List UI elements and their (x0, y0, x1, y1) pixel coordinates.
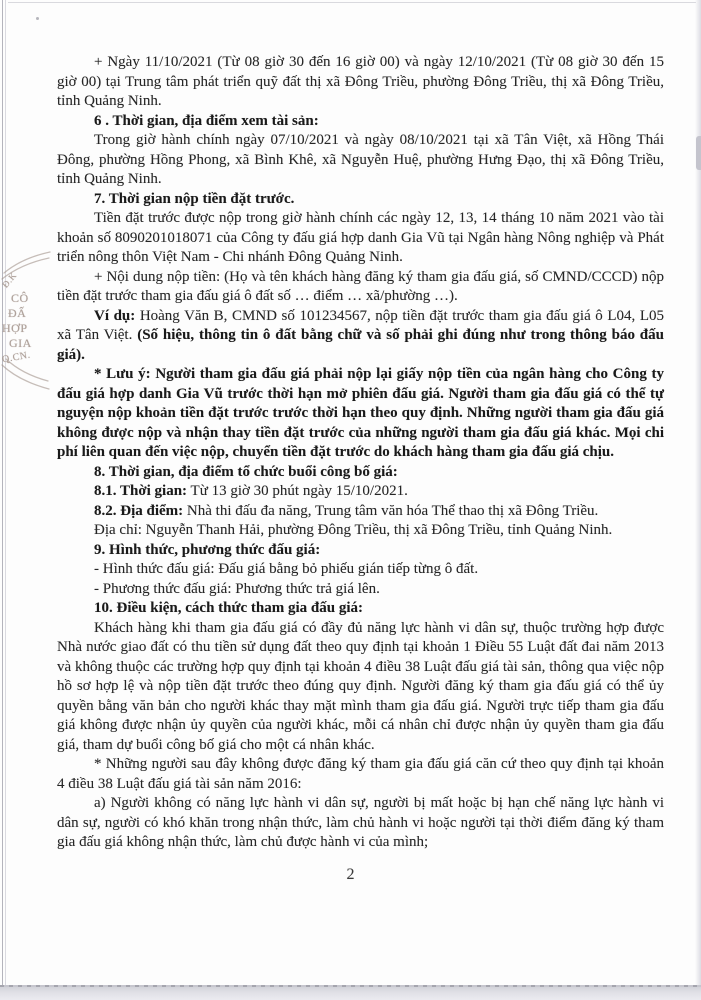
section-8-1-time-line (57, 482, 664, 502)
section-7-example-paragraph (57, 307, 664, 366)
section-9-method-line (57, 580, 664, 600)
section-10-excluded-intro-paragraph (57, 755, 664, 794)
section-7-deposit-paragraph (57, 209, 664, 268)
text-run: - Hình thức đấu giá: Đấu giá bằng bỏ phiếu gián tiếp từng ô đất. (94, 561, 479, 577)
schedule-continuation-paragraph (57, 53, 664, 112)
bold-text-run: Ví dụ: (94, 307, 136, 324)
text-run: Khách hàng khi tham gia đấu giá có đầy đủ năng lực hành vi dân sự, thuộc trường hợp được Nhà nước giao đất có thu tiền sử dụng đất theo quy định tại khoản 1 Điều 55 Luật đất đai năm 2013 và không thuộc các trường hợp quy định tại khoản 4 điều 38 Luật đấu giá tài sản, thông qua việc nộp hồ sơ hợp lệ và nộp tiền đặt trước theo đúng quy định. Người đăng ký tham gia đấu giá có thể ủy quyền bằng văn bản cho người khác thay mặt mình tham gia đấu giá. Người trực tiếp tham gia đấu giá không được nhận ủy quyền của người khác, mỗi cá nhân chỉ được nhận ủy quyền tham gia đấu giá, tham dự buổi công bố giá cho một cá nhân khác. (57, 619, 664, 753)
page-number: 2 (346, 866, 355, 883)
text-run: Tiền đặt trước được nộp trong giờ hành chính các ngày 12, 13, 14 tháng 10 năm 2021 vào tài khoản số 8090201018071 của Công ty đấu giá hợp danh Gia Vũ tại Ngân hàng Nông nghiệp và Phát triển nông thôn Việt Nam - Chi nhánh Đông Quảng Ninh. (57, 210, 664, 265)
text-run: Địa chỉ: Nguyễn Thanh Hải, phường Đông Triều, thị xã Đông Triều, tỉnh Quảng Ninh. (94, 522, 613, 538)
scan-smudge (696, 136, 701, 170)
bold-text-run: 8. Thời gian, địa điểm tổ chức buổi công bố giá: (94, 463, 398, 480)
section-6-paragraph (57, 131, 664, 190)
section-6-heading (57, 112, 664, 132)
section-7-note-paragraph (57, 365, 664, 463)
scan-speck (36, 17, 39, 20)
section-9-heading (57, 541, 664, 561)
stamp-text-fragment: Q.CN. (1, 349, 32, 366)
section-7-payment-content-paragraph (57, 268, 664, 307)
stamp-text-fragment: HỢP (2, 321, 28, 335)
document-body (57, 53, 664, 853)
bold-text-run: 10. Điều kiện, cách thức tham gia đấu giá: (94, 600, 364, 616)
bold-text-run: (Số hiệu, thông tin ô đất bằng chữ và số phải ghi đúng như trong thông báo đấu giá). (57, 327, 664, 363)
section-8-address-line (57, 521, 664, 541)
text-run: a) Người không có năng lực hành vi dân sự, người bị mất hoặc bị hạn chế năng lực hành vi dân sự, người có khó khăn trong nhận thức, làm chủ hành vi hoặc người tại thời điểm đăng ký tham gia đấu giá không nhận thức, làm chủ được hành vi của mình; (57, 795, 664, 850)
bold-text-run: 6 . Thời gian, địa điểm xem tài sản: (94, 112, 319, 129)
text-run: Từ 13 giờ 30 phút ngày 15/10/2021. (187, 483, 408, 499)
bold-text-run: 7. Thời gian nộp tiền đặt trước. (94, 190, 295, 207)
bold-text-run: 8.1. Thời gian: (94, 483, 188, 499)
bold-text-run: 9. Hình thức, phương thức đấu giá: (94, 541, 321, 558)
bold-text-run: 8.2. Địa điểm: (94, 502, 184, 519)
page-left-edge-inner (5, 0, 6, 986)
text-run: + Ngày 11/10/2021 (Từ 08 giờ 30 đến 16 giờ 00) và ngày 12/10/2021 (Từ 08 giờ 30 đến 15 giờ 00) tại Trung tâm phát triển quỹ đất thị xã Đông Triều, phường Đông Triều, thị xã Đông Triều, tỉnh Quảng Ninh. (57, 54, 664, 109)
stamp-text-fragment: GIA (9, 336, 32, 350)
section-8-heading (57, 463, 664, 483)
section-7-heading (57, 190, 664, 210)
stamp-text-fragment: Đ.K (0, 270, 19, 290)
bold-text-run: * Lưu ý: Người tham gia đấu giá phải nộp lại giấy nộp tiền của ngân hàng cho Công ty đấu giá hợp danh Gia Vũ trước thời hạn mở phiên đấu giá. Người tham gia đấu giá có thể tự nguyện nộp khoản tiền đặt trước trước thời hạn theo quy định. Những người tham gia đấu giá không được nộp và nhận thay tiền đặt trước của những người tham gia đấu giá khác. Mọi chi phí liên quan đến việc nộp, chuyển tiền đặt trước do khách hàng tham gia đấu giá chịu. (57, 366, 664, 460)
section-10-conditions-paragraph (57, 619, 664, 756)
section-10-heading (57, 599, 664, 619)
page-bottom-edge (0, 985, 701, 1000)
section-8-2-venue-line (57, 502, 664, 522)
text-run: * Những người sau đây không được đăng ký tham gia đấu giá căn cứ theo quy định tại khoản 4 điều 38 Luật đấu giá tài sản năm 2016: (57, 756, 664, 792)
page-top-edge (8, 2, 696, 3)
stamp-text-fragment: CÔ (11, 291, 29, 305)
text-run: Nhà thi đấu đa năng, Trung tâm văn hóa Thể thao thị xã Đông Triều. (183, 502, 599, 519)
text-run: - Phương thức đấu giá: Phương thức trả giá lên. (94, 580, 380, 597)
text-run: + Nội dung nộp tiền: (Họ và tên khách hàng đăng ký tham gia đấu giá, số CMND/CCCD) nộp tiền đặt trước tham gia đấu giá ô đất số … điểm … xã/phường …). (57, 268, 664, 304)
text-run: Trong giờ hành chính ngày 07/10/2021 và ngày 08/10/2021 tại xã Tân Việt, xã Hồng Thái Đông, phường Hồng Phong, xã Bình Khê, xã Nguyễn Huệ, phường Hưng Đạo, thị xã Đông Triều, tỉnh Quảng Ninh. (57, 132, 664, 187)
section-10-excluded-item-a-paragraph (57, 794, 664, 853)
stamp-text-fragment: ĐẤ (8, 306, 27, 320)
section-9-form-line (57, 560, 664, 580)
page-left-edge (2, 0, 3, 986)
text-run: Hoàng Văn B, CMND số 101234567, nộp tiền đặt trước tham gia đấu giá ô L04, L05 xã Tân Việt. (57, 307, 664, 343)
